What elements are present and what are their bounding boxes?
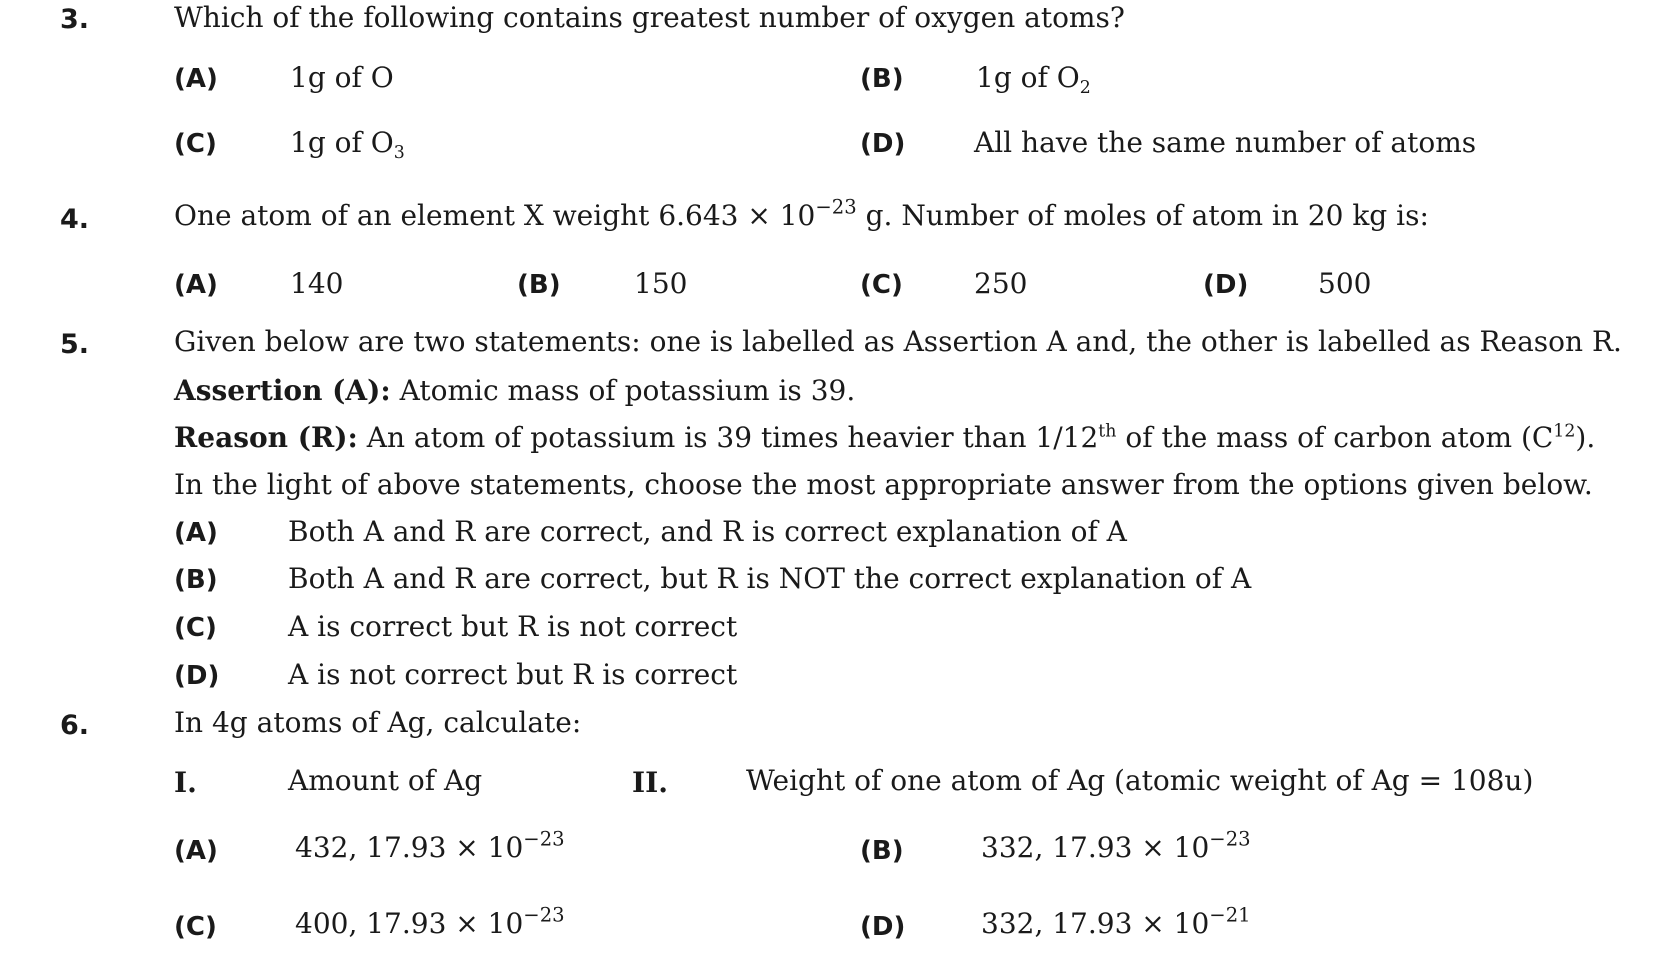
q4-option-a-label[interactable]: (A) bbox=[174, 270, 218, 300]
q6-option-b-label[interactable]: (B) bbox=[860, 836, 904, 866]
q5-option-a-text[interactable]: Both A and R are correct, and R is correct explanation of A bbox=[288, 515, 1127, 548]
assertion-statement: Assertion (A): Atomic mass of potassium is 39. bbox=[174, 374, 856, 407]
q5-option-d-text[interactable]: A is not correct but R is correct bbox=[288, 658, 738, 691]
q6-option-c-text[interactable]: 400, $17.93 \times 10^{-23}$ bbox=[295, 903, 565, 940]
question-4-text: One atom of an element X weight $6.643 \times 10^{-23}$ g. Number of moles of atom in 20 kg is: bbox=[174, 195, 1429, 232]
q4-option-b-label[interactable]: (B) bbox=[517, 270, 561, 300]
q3-option-c-text[interactable]: 1g of $O_3$ bbox=[290, 126, 405, 164]
question-3-text: Which of the following contains greatest number of oxygen atoms? bbox=[174, 1, 1125, 34]
q6-option-a-text[interactable]: 432, $17.93 \times 10^{-23}$ bbox=[295, 827, 565, 864]
q3-option-a-label[interactable]: (A) bbox=[174, 64, 218, 94]
question-6-number: 6. bbox=[60, 710, 90, 741]
q6-option-d-label[interactable]: (D) bbox=[860, 912, 906, 942]
question-5-intro: Given below are two statements: one is labelled as Assertion A and, the other is labelled as Reason R. bbox=[174, 325, 1622, 358]
q3-option-d-text[interactable]: All have the same number of atoms bbox=[974, 126, 1477, 159]
part-1-text: Amount of Ag bbox=[288, 764, 483, 797]
q5-option-b-label[interactable]: (B) bbox=[174, 565, 218, 595]
part-2-label: II. bbox=[632, 766, 668, 799]
part-1-label: I. bbox=[174, 766, 197, 799]
q6-option-b-text[interactable]: 332, $17.93 \times 10^{-23}$ bbox=[981, 827, 1251, 864]
q3-option-d-label[interactable]: (D) bbox=[860, 129, 906, 159]
q3-option-b-label[interactable]: (B) bbox=[860, 64, 904, 94]
q6-option-c-label[interactable]: (C) bbox=[174, 912, 217, 942]
q6-option-d-text[interactable]: 332, $17.93 \times 10^{-21}$ bbox=[981, 903, 1251, 940]
question-4-number: 4. bbox=[60, 204, 90, 235]
q3-option-a-text[interactable]: 1g of O bbox=[290, 61, 394, 94]
q3-option-c-label[interactable]: (C) bbox=[174, 129, 217, 159]
part-2-text: Weight of one atom of Ag (atomic weight of Ag = 108u) bbox=[746, 764, 1534, 797]
question-5-instruction: In the light of above statements, choose the most appropriate answer from the options given below. bbox=[174, 468, 1593, 501]
q4-option-d-text[interactable]: 500 bbox=[1318, 267, 1372, 300]
question-5-number: 5. bbox=[60, 329, 90, 360]
q5-option-a-label[interactable]: (A) bbox=[174, 518, 218, 548]
q5-option-b-text[interactable]: Both A and R are correct, but R is NOT the correct explanation of A bbox=[288, 562, 1252, 595]
question-6-text: In 4g atoms of Ag, calculate: bbox=[174, 706, 582, 739]
q4-option-c-label[interactable]: (C) bbox=[860, 270, 903, 300]
q4-option-a-text[interactable]: 140 bbox=[290, 267, 344, 300]
q3-option-b-text[interactable]: 1g of $O_2$ bbox=[976, 61, 1091, 99]
q6-option-a-label[interactable]: (A) bbox=[174, 836, 218, 866]
q5-option-d-label[interactable]: (D) bbox=[174, 661, 220, 691]
question-3-number: 3. bbox=[60, 4, 90, 35]
reason-statement: Reason (R): An atom of potassium is 39 times heavier than 1/12th of the mass of carbon atom $(C^{12})$. bbox=[174, 421, 1596, 454]
q4-option-b-text[interactable]: 150 bbox=[634, 267, 688, 300]
q4-option-d-label[interactable]: (D) bbox=[1203, 270, 1249, 300]
q5-option-c-label[interactable]: (C) bbox=[174, 613, 217, 643]
q4-option-c-text[interactable]: 250 bbox=[974, 267, 1028, 300]
q5-option-c-text[interactable]: A is correct but R is not correct bbox=[288, 610, 738, 643]
